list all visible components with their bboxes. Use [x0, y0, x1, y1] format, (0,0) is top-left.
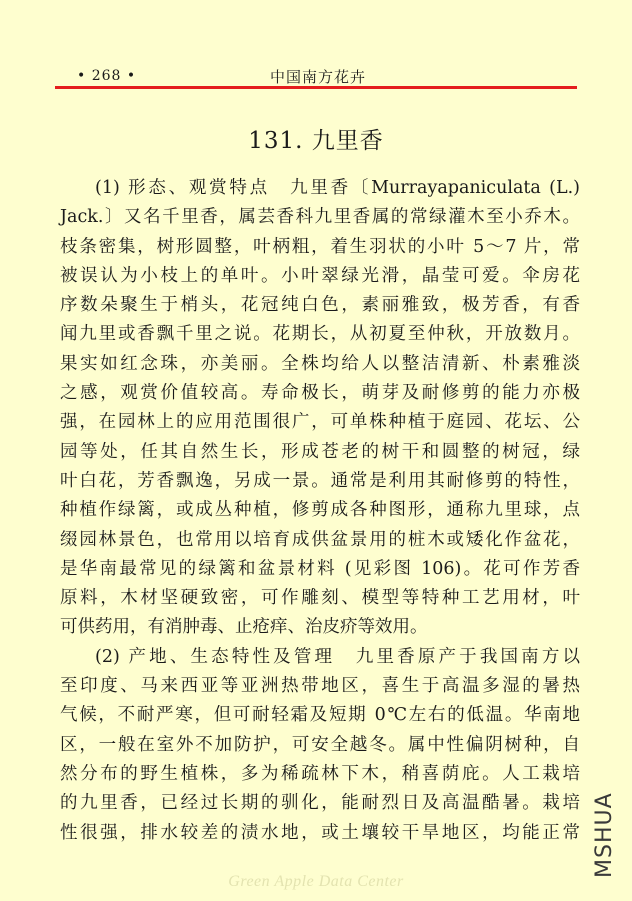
- text-line: 枝条密集，树形圆整，叶柄粗，着生羽状的小叶 5～7 片，常: [60, 236, 580, 257]
- text-line: 强，在园林上的应用范围很广，可单株种植于庭园、花坛、公: [60, 412, 580, 433]
- text-line: 园等处，任其自然生长，形成苍老的树干和圆整的树冠，绿: [60, 441, 580, 462]
- text-line: 可供药用，有消肿毒、止疮痒、治皮疥等效用。: [60, 617, 428, 638]
- text-line: 序数朵聚生于梢头，花冠纯白色，素丽雅致，极芳香，有香: [60, 295, 580, 316]
- text-line: 缀园林景色，也常用以培育成供盆景用的桩木或矮化作盆花，: [60, 529, 580, 550]
- text-line: 气候，不耐严寒，但可耐轻霜及短期 0℃左右的低温。华南地: [60, 705, 580, 726]
- header-rule: [55, 86, 577, 89]
- page-header: [55, 64, 577, 86]
- text-line: 的九里香，已经过长期的驯化，能耐烈日及高温酷暑。栽培: [60, 793, 580, 814]
- text-line: 闻九里或香飘千里之说。花期长，从初夏至仲秋，开放数月。: [60, 324, 580, 345]
- section-title: 131. 九里香: [248, 128, 384, 154]
- body-text: [60, 174, 580, 848]
- text-line: (2) 产地、生态特性及管理 九里香原产于我国南方以: [95, 646, 580, 667]
- text-line: 原料，木材坚硬致密，可作雕刻、模型等特种工艺用材，叶: [60, 588, 580, 609]
- text-line: 区，一般在室外不加防护，可安全越冬。属中性偏阴树种，自: [60, 734, 580, 755]
- text-line: 被误认为小枝上的单叶。小叶翠绿光滑，晶莹可爱。伞房花: [60, 265, 580, 286]
- text-line: (1) 形态、观赏特点 九里香〔Murrayapaniculata (L.): [95, 178, 580, 198]
- text-line: 然分布的野生植株，多为稀疏林下木，稍喜荫庇。人工栽培: [60, 763, 580, 784]
- page-number: • 268 •: [77, 68, 137, 84]
- side-watermark: MSHUA: [592, 792, 617, 878]
- bottom-watermark: Green Apple Data Center: [228, 873, 404, 890]
- text-line: 种植作绿篱，或成丛种植，修剪成各种图形，通称九里球，点: [60, 500, 580, 521]
- running-title: 中国南方花卉: [270, 68, 367, 86]
- text-line: Jack.〕又名千里香，属芸香科九里香属的常绿灌木至小乔木。: [60, 207, 580, 228]
- text-line: 至印度、马来西亚等亚洲热带地区，喜生于高温多湿的暑热: [60, 676, 580, 697]
- text-line: 性很强，排水较差的渍水地，或土壤较干旱地区，均能正常: [60, 822, 580, 843]
- text-line: 之感，观赏价值较高。寿命极长，萌芽及耐修剪的能力亦极: [60, 383, 580, 404]
- text-line: 是华南最常见的绿篱和盆景材料 (见彩图 106)。花可作芳香: [60, 558, 580, 579]
- text-line: 果实如红念珠，亦美丽。全株均给人以整洁清新、朴素雅淡: [60, 353, 580, 374]
- text-line: 叶白花，芳香飘逸，另成一景。通常是利用其耐修剪的特性，: [60, 470, 580, 491]
